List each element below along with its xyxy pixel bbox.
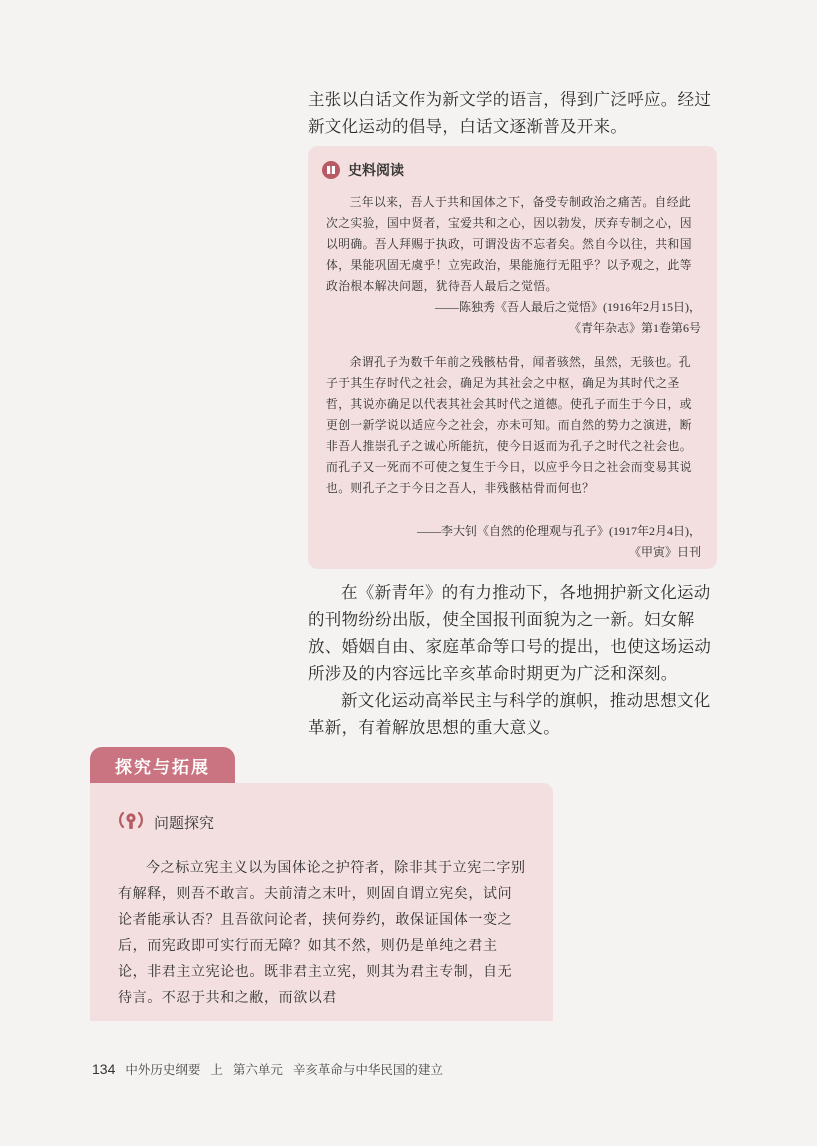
question-explore-text: 今之标立宪主义以为国体论之护符者，除非其于立宪二字别有解释，则吾不敢言。夫前清之末叶，则固自谓立宪矣，试问论者能承认否？且吾欲问论者，挟何券约，敢保证国体一变之后，而宪政即可实行而无障？如其不然，则仍是单纯之君主论，非君主立宪论也。既非君主立宪，则其为君主专制，自无待言。不忍于共和之敝，而欲以君 — [118, 860, 526, 1006]
body-paragraph-3: 新文化运动高举民主与科学的旗帜，推动思想文化革新，有着解放思想的重大意义。 — [308, 691, 711, 737]
source-citation-2b: 《甲寅》日刊 — [628, 545, 701, 559]
source-citation-2a: ——李大钊《自然的伦理观与孔子》(1917年2月4日)， — [417, 524, 701, 538]
source-reading-header — [322, 160, 404, 180]
question-explore-box — [90, 783, 553, 1021]
footer-book-title: 中外历史纲要 — [125, 1063, 201, 1077]
source-quote-2: 余谓孔子为数千年前之残骸枯骨，闻者骇然，虽然，无骇也。孔子于其生存时代之社会，确足为其社会之中枢，确足为其时代之圣哲，其说亦确足以代表其社会其时代之道德。使孔子而生于今日，或更创一新学说以适应今之社会，亦未可知。而自然的势力之演进，断非吾人推崇孔子之诚心所能抗，使今日返而为孔子之时代之社会也。而孔子又一死而不可使之复生于今日，以应乎今日之社会而变易其说也。则孔子之于今日之吾人，非残骸枯骨而何也？ — [326, 355, 692, 495]
body-paragraph-2: 在《新青年》的有力推动下，各地拥护新文化运动的刊物纷纷出版，使全国报刊面貌为之一新。妇女解放、婚姻自由、家庭革命等口号的提出，也使这场运动所涉及的内容远比辛亥革命时期更为广泛和深刻。 — [308, 583, 712, 683]
page-footer — [92, 1060, 443, 1078]
question-icon — [118, 807, 144, 837]
body-paragraph-1: 主张以白话文作为新文学的语言，得到广泛呼应。经过新文化运动的倡导，白话文逐渐普及开来。 — [308, 90, 712, 136]
question-explore-title: 问题探究 — [154, 813, 215, 832]
source-quote-1: 三年以来，吾人于共和国体之下，备受专制政治之痛苦。自经此次之实验，国中贤者，宝爱共和之心，因以勃发，厌弃专制之心，因以明确。吾人拜赐于执政，可谓没齿不忘者矣。然自今以往，共和国体，果能巩固无虞乎！立宪政治，果能施行无阻乎？以予观之，此等政治根本解决问题，犹待吾人最后之觉悟。 — [326, 195, 692, 293]
question-explore-header — [118, 807, 214, 837]
footer-unit: 第六单元 — [232, 1063, 283, 1077]
explore-section-tab: 探究与拓展 — [90, 747, 235, 783]
source-reading-box — [308, 146, 717, 569]
footer-unit-title: 辛亥革命与中华民国的建立 — [292, 1063, 443, 1077]
source-reading-title: 史料阅读 — [348, 163, 404, 179]
source-citation-1a: ——陈独秀《吾人最后之觉悟》(1916年2月15日)， — [435, 300, 701, 314]
source-citation-1b: 《青年杂志》第1卷第6号 — [568, 321, 701, 335]
page-number: 134 — [92, 1061, 116, 1077]
book-icon — [322, 161, 340, 179]
footer-volume: 上 — [210, 1063, 223, 1077]
